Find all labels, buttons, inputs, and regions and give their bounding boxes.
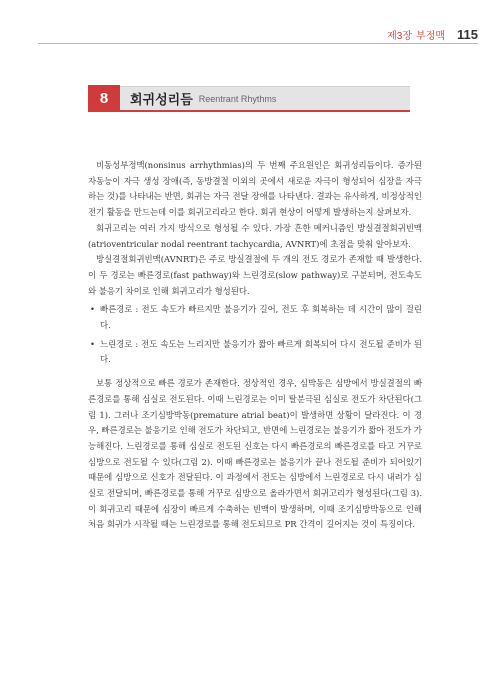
paragraph: 방실결절회귀빈맥(AVNRT)은 주로 방실결절에 두 개의 전도 경로가 존재할 때 발생한다. 이 두 경로는 빠른경로(fast pathway)와 느린경로(slow pathway)로 구분되며, 전도속도와 불응기 차이로 인해 회귀고리가 형성된다.	[88, 254, 422, 296]
section-subtitle-english: Reentrant Rhythms	[198, 93, 277, 104]
running-head	[387, 27, 478, 42]
list-item: • 빠른경로 : 전도 속도가 빠르지만 불응기가 길어, 전도 후 회복하는 데 시간이 많이 걸린다.	[88, 302, 422, 333]
paragraph: 비동성부정맥(nonsinus arrhythmias)의 두 번째 주요원인은 회귀성리듬이다. 증가된 자동능이 자극 생성 장애(즉, 동방결절 이외의 곳에서 새로운 자극이 형성되어 심장을 자극하는 것)를 나타내는 반면, 회귀는 자극 전달 장애를 나타낸다. 결과는 유사하게, 비정상적인 전기 활동을 만드는데 이를 회귀고리라고 한다. 회귀 현상이 어떻게 발생하는지 살펴보자.	[88, 160, 422, 218]
chapter-title: 부정맥	[416, 31, 446, 42]
page-number: 115	[457, 27, 478, 42]
section-number-badge: 8	[88, 85, 120, 111]
section-header	[88, 86, 410, 112]
body-text	[88, 158, 422, 533]
paragraph: 회귀고리는 여러 가지 방식으로 형성될 수 있다. 가장 흔한 메커니즘인 방실결절회귀빈맥(atrioventricular nodal reentrant tachycardia, AVNRT)에 초점을 맞춰 알아보자.	[88, 222, 422, 249]
paragraph: 보통 정상적으로 빠른 경로가 존재한다. 정상적인 경우, 심박동은 심방에서 방실결절의 빠른경로를 통해 심실로 전도된다. 이때 느린경로는 이미 탈분극된 심실로 전도가 차단된다(그림 1). 그러나 조기심방박동(premature atrial beat)이 발생하면 상황이 달라진다. 이 경우, 빠른경로는 불응기로 인해 전도가 차단되고, 반면에 느린경로는 불응기가 짧아 전도가 가능해진다. 느린경로를 통해 심실로 전도된 신호는 다시 빠른경로의 빠른경로를 타고 거꾸로 심방으로 전도될 수 있다(그림 2). 이때 빠른경로는 불응기가 끝나 전도될 준비가 되어있기 때문에 심방으로 신호가 전달된다. 이 과정에서 전도는 심방에서 느린경로로 다시 내려가 심실로 전달되며, 빠른경로를 통해 거꾸로 심방으로 올라가면서 회귀고리가 형성된다(그림 3). 이 회귀고리 때문에 심장이 빠르게 수축하는 빈맥이 발생하며, 이때 조기심방박동으로 인해 처음 회귀가 시작될 때는 느린경로를 통해 전도되므로 PR 간격이 길어지는 것이 특징이다.	[88, 378, 422, 530]
chapter-label: 제3장	[387, 31, 413, 42]
header-divider	[38, 43, 478, 44]
list-item: • 느린경로 : 전도 속도는 느리지만 불응기가 짧아 빠르게 회복되어 다시 전도될 준비가 된다.	[88, 337, 422, 368]
section-title: 회귀성리듬	[130, 92, 193, 107]
pathway-list	[88, 302, 422, 368]
